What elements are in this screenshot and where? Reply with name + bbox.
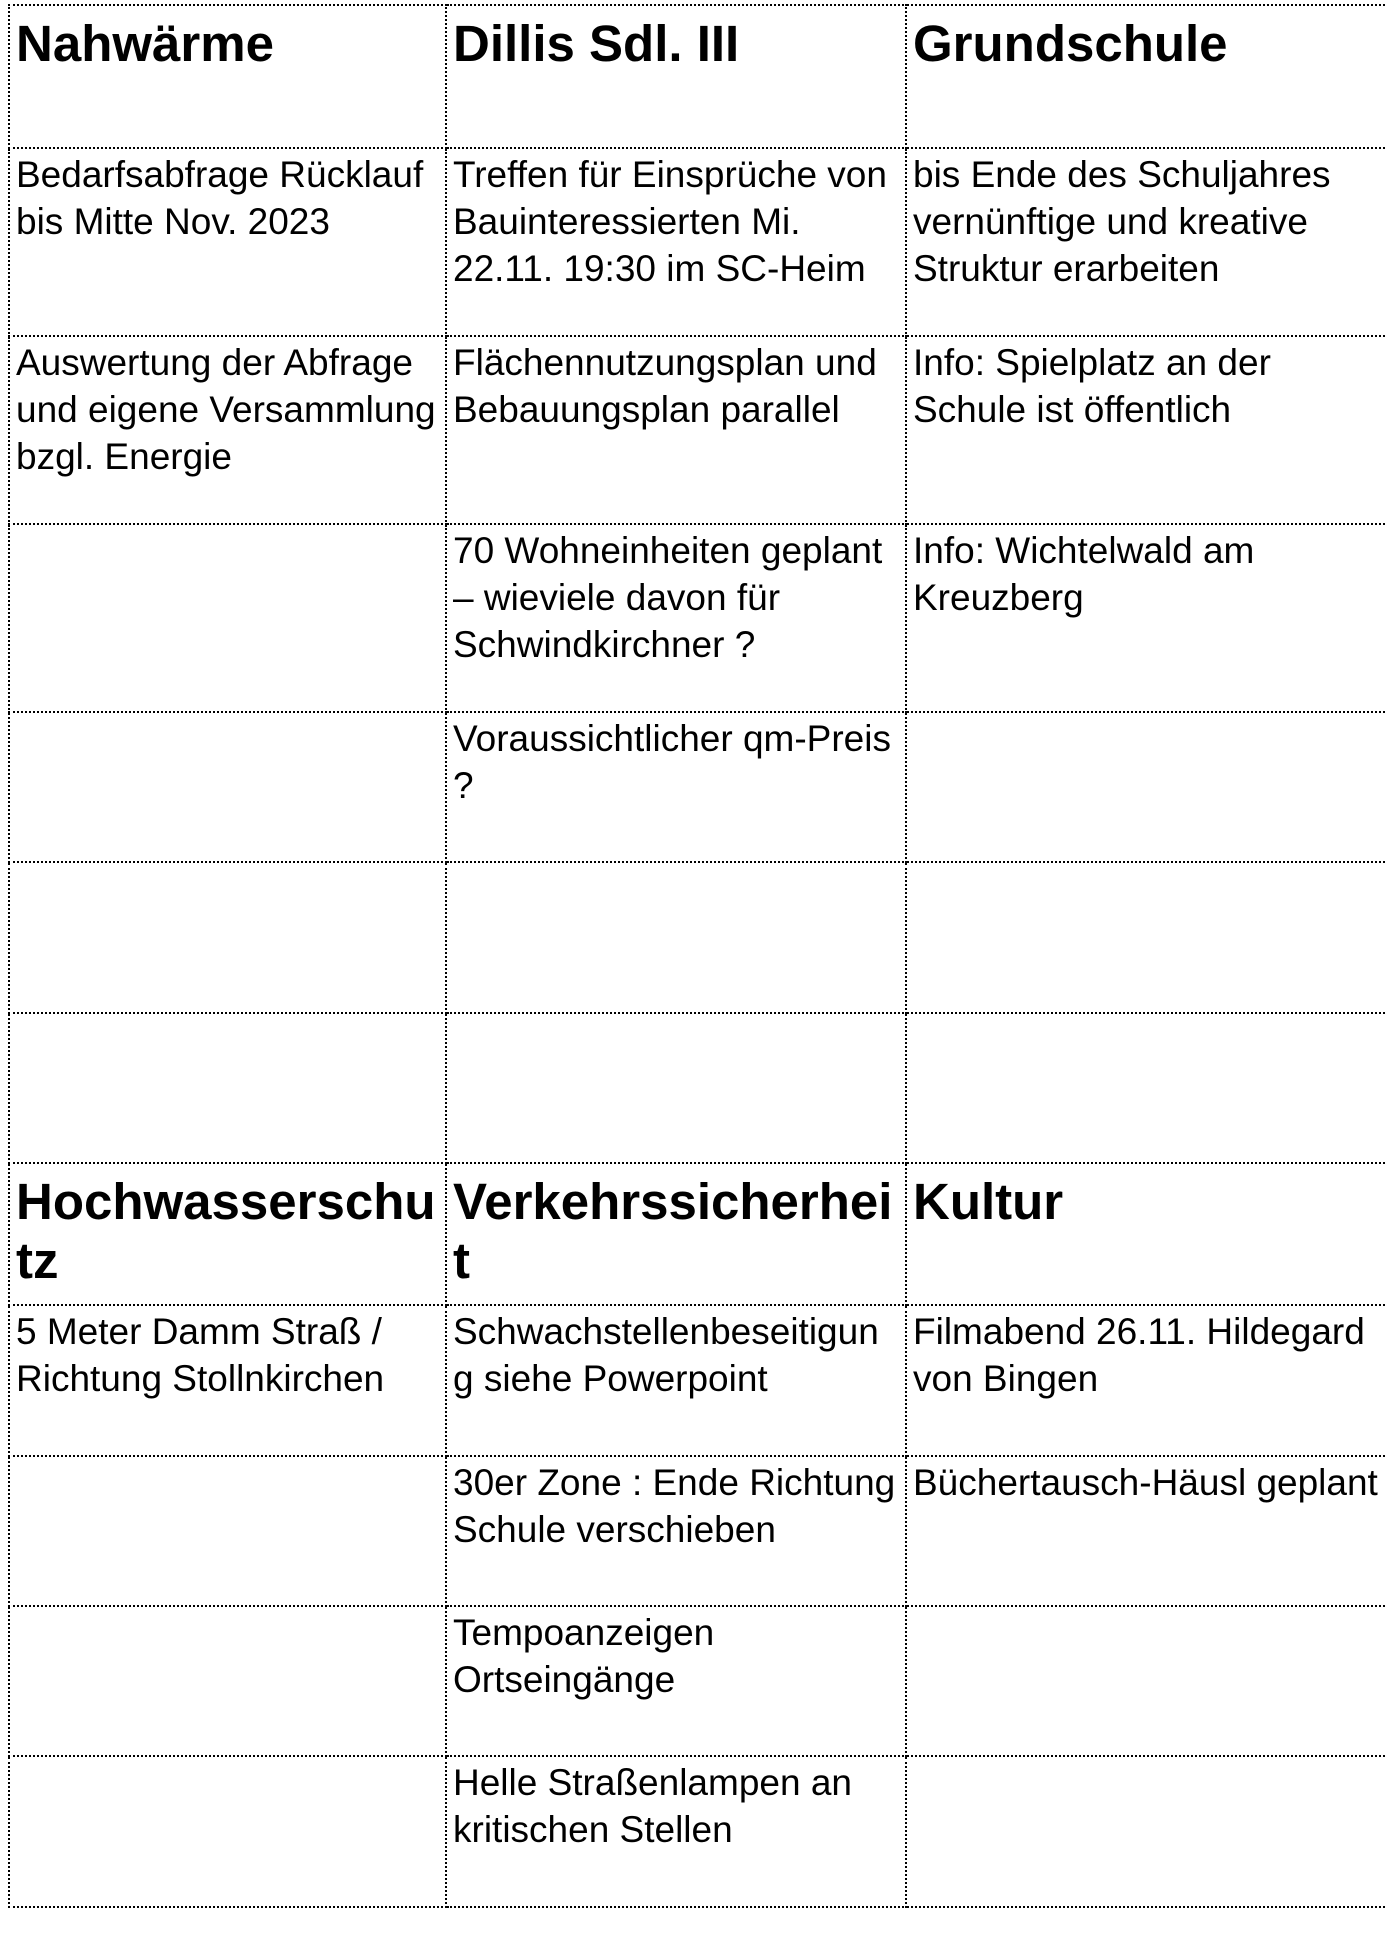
table-cell: Flächennutzungsplan und Bebauungsplan parallel: [446, 336, 906, 524]
topics-table: [8, 4, 1386, 1908]
table-cell: Info: Spielplatz an der Schule ist öffentlich: [906, 336, 1386, 524]
table-row: [9, 524, 1386, 712]
table-cell: Büchertausch-Häusl geplant: [906, 1456, 1386, 1606]
table-cell: Info: Wichtelwald am Kreuzberg: [906, 524, 1386, 712]
table-cell: 70 Wohneinheiten geplant – wieviele davon für Schwindkirchner ?: [446, 524, 906, 712]
header-dillis: Dillis Sdl. III: [446, 5, 906, 148]
table-cell: 5 Meter Damm Straß / Richtung Stollnkirchen: [9, 1305, 446, 1456]
table-cell: bis Ende des Schuljahres vernünftige und kreative Struktur erarbeiten: [906, 148, 1386, 336]
header-verkehrssicherheit: Verkehrssicherheit: [446, 1163, 906, 1305]
table-row: [9, 1013, 1386, 1163]
table-cell: Filmabend 26.11. Hildegard von Bingen: [906, 1305, 1386, 1456]
table-cell: [9, 1606, 446, 1756]
header-kultur: Kultur: [906, 1163, 1386, 1305]
table-row: [9, 1756, 1386, 1907]
table-cell: [446, 1013, 906, 1163]
table-cell: Treffen für Einsprüche von Bauinteressierten Mi. 22.11. 19:30 im SC-Heim: [446, 148, 906, 336]
table-cell: Schwachstellenbeseitigung siehe Powerpoint: [446, 1305, 906, 1456]
table-cell: Voraussichtlicher qm-Preis ?: [446, 712, 906, 862]
table-cell: 30er Zone : Ende Richtung Schule verschieben: [446, 1456, 906, 1606]
table-cell: Tempoanzeigen Ortseingänge: [446, 1606, 906, 1756]
header-row: [9, 5, 1386, 148]
table-cell: [9, 862, 446, 1013]
table-cell: [906, 712, 1386, 862]
table-row: [9, 712, 1386, 862]
table-cell: [9, 1456, 446, 1606]
table-cell: [906, 1606, 1386, 1756]
table-row: [9, 336, 1386, 524]
header-hochwasserschutz: Hochwasserschutz: [9, 1163, 446, 1305]
header-grundschule: Grundschule: [906, 5, 1386, 148]
table-cell: [9, 524, 446, 712]
table-row: [9, 862, 1386, 1013]
table-cell: [9, 1756, 446, 1907]
table-cell: Bedarfsabfrage Rücklauf bis Mitte Nov. 2023: [9, 148, 446, 336]
table-row: [9, 1305, 1386, 1456]
table-cell: [906, 1013, 1386, 1163]
table-cell: Auswertung der Abfrage und eigene Versammlung bzgl. Energie: [9, 336, 446, 524]
table-cell: [446, 862, 906, 1013]
table-row: [9, 1606, 1386, 1756]
table-cell: [906, 862, 1386, 1013]
table-row: [9, 1456, 1386, 1606]
table-cell: [9, 712, 446, 862]
header-row: [9, 1163, 1386, 1305]
table-cell: [9, 1013, 446, 1163]
table-cell: [906, 1756, 1386, 1907]
header-nahwaerme: Nahwärme: [9, 5, 446, 148]
table-row: [9, 148, 1386, 336]
table-cell: Helle Straßenlampen an kritischen Stellen: [446, 1756, 906, 1907]
